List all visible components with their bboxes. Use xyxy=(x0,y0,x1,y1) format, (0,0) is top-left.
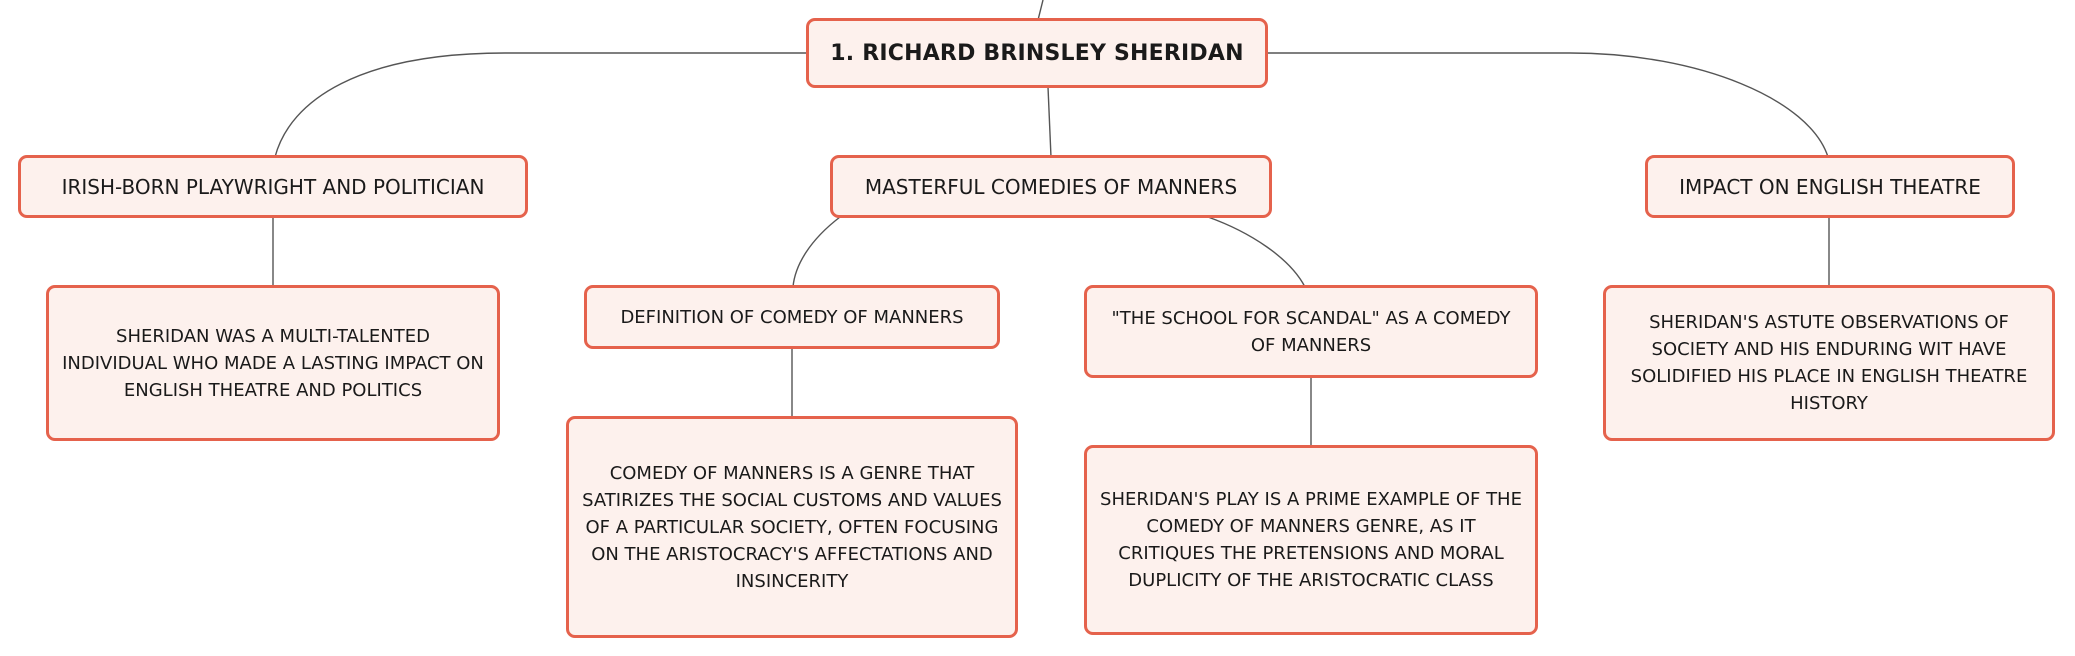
branch-node-impact[interactable] xyxy=(1645,155,2015,218)
connector-comedies-to-definition xyxy=(793,217,840,287)
connector-root-to-impact xyxy=(1266,53,1828,157)
branch-node-label: IMPACT ON ENGLISH THEATRE xyxy=(1679,174,1981,199)
connector-root-to-playwright xyxy=(275,53,808,157)
root-node[interactable] xyxy=(806,18,1268,88)
detail-node-playwright[interactable] xyxy=(46,285,500,441)
detail-node-text: SHERIDAN'S PLAY IS A PRIME EXAMPLE OF THE COMEDY OF MANNERS GENRE, AS IT CRITIQUES THE PRETENSIONS AND MORAL DUPLICITY OF THE ARISTOCRATIC CLASS xyxy=(1100,489,1522,591)
root-node-label: 1. RICHARD BRINSLEY SHERIDAN xyxy=(830,40,1244,66)
detail-node-text: SHERIDAN WAS A MULTI-TALENTED INDIVIDUAL WHO MADE A LASTING IMPACT ON ENGLISH THEATRE AND POLITICS xyxy=(62,325,484,401)
connector-parent-to-root xyxy=(1038,0,1043,20)
sub-node-label: DEFINITION OF COMEDY OF MANNERS xyxy=(620,306,964,328)
connector-root-to-comedies xyxy=(1048,87,1051,157)
branch-node-comedies[interactable] xyxy=(830,155,1272,218)
detail-node-text: COMEDY OF MANNERS IS A GENRE THAT SATIRIZES THE SOCIAL CUSTOMS AND VALUES OF A PARTICULAR SOCIETY, OFTEN FOCUSING ON THE ARISTOCRACY'S AFFECTATIONS AND INSINCERITY xyxy=(582,462,1002,592)
detail-node-text: SHERIDAN'S ASTUTE OBSERVATIONS OF SOCIETY AND HIS ENDURING WIT HAVE SOLIDIFIED HIS PLACE IN ENGLISH THEATRE HISTORY xyxy=(1630,312,2028,414)
connector-comedies-to-school xyxy=(1208,217,1305,287)
sub-node-label: "THE SCHOOL FOR SCANDAL" AS A COMEDY OF MANNERS xyxy=(1111,307,1511,356)
sub-node-school-for-scandal[interactable] xyxy=(1084,285,1538,378)
branch-node-playwright[interactable] xyxy=(18,155,528,218)
detail-node-impact[interactable] xyxy=(1603,285,2055,441)
sub-node-definition[interactable] xyxy=(584,285,1000,349)
branch-node-label: IRISH-BORN PLAYWRIGHT AND POLITICIAN xyxy=(61,174,485,199)
detail-node-school-for-scandal[interactable] xyxy=(1084,445,1538,635)
branch-node-label: MASTERFUL COMEDIES OF MANNERS xyxy=(864,174,1238,199)
detail-node-definition[interactable] xyxy=(566,416,1018,638)
